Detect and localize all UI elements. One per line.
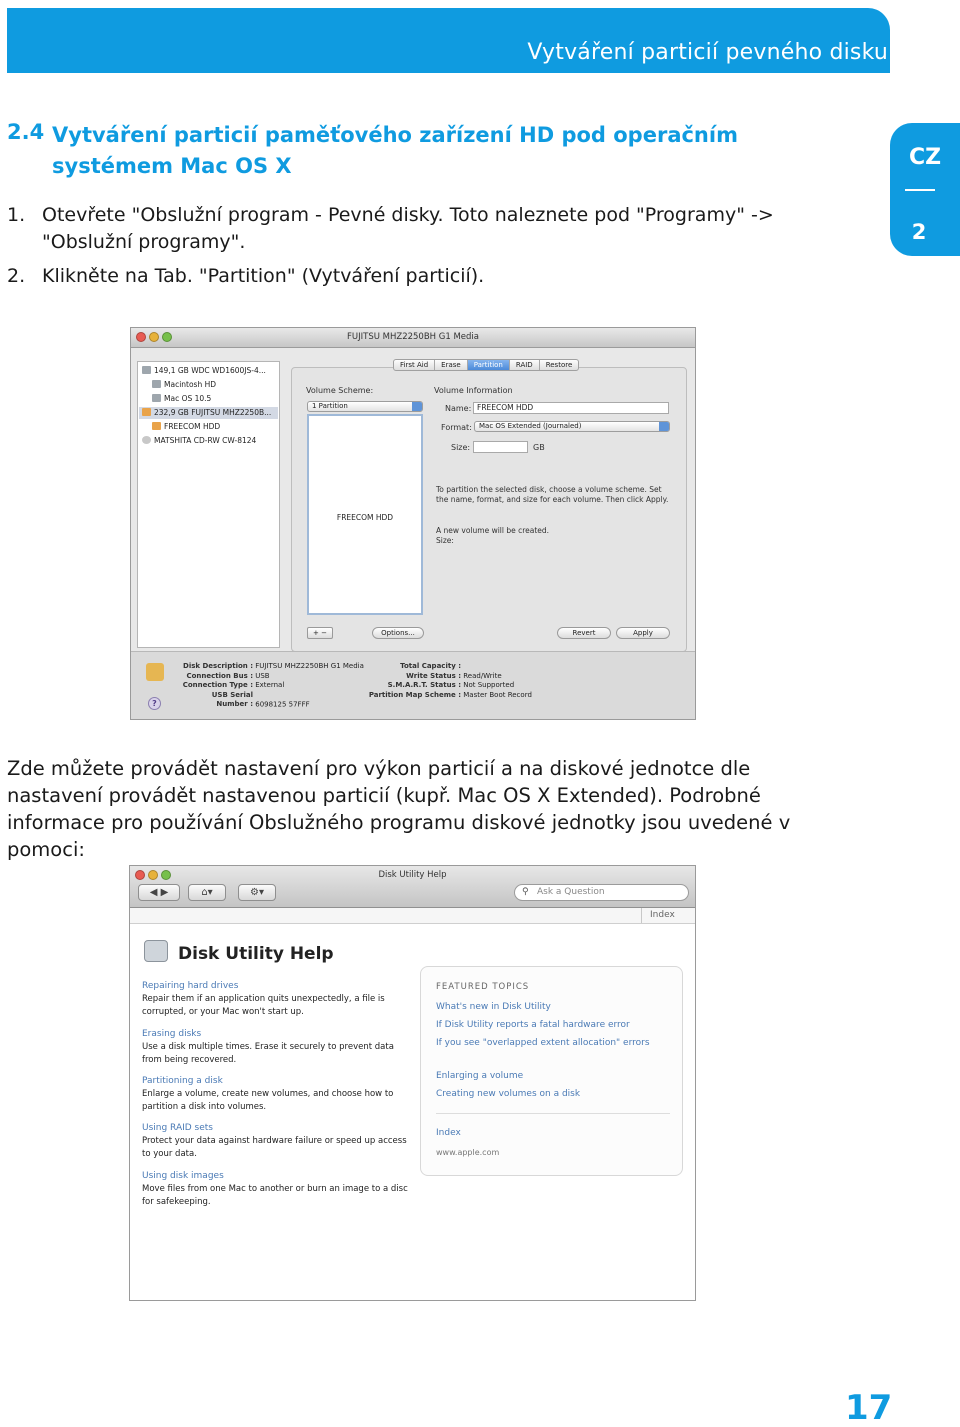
volume-scheme-popup[interactable]: 1 Partition xyxy=(307,401,423,412)
step-number: 1. xyxy=(7,204,26,226)
external-disk-icon xyxy=(142,408,151,416)
help-icon[interactable]: ? xyxy=(148,697,161,710)
window-title: FUJITSU MHZ2250BH G1 Media xyxy=(347,332,479,342)
topic-description: Move files from one Mac to another or burn an image to a disc for safekeeping. xyxy=(142,1184,408,1207)
step-2 xyxy=(7,263,837,291)
help-topic xyxy=(142,1028,414,1067)
step-text: Klikněte na Tab. "Partition" (Vytváření particií). xyxy=(42,265,485,287)
partition-label: FREECOM HDD xyxy=(336,513,394,522)
disk-list-item[interactable]: FREECOM HDD xyxy=(152,421,220,433)
featured-link[interactable]: If Disk Utility reports a fatal hardware error xyxy=(436,1020,630,1030)
volume-icon xyxy=(152,380,161,388)
back-forward-buttons[interactable]: ◀ ▶ xyxy=(138,884,180,901)
featured-link[interactable]: What's new in Disk Utility xyxy=(436,1002,551,1012)
format-popup[interactable]: Mac OS Extended (Journaled) xyxy=(474,421,670,432)
size-unit: GB xyxy=(533,443,545,452)
featured-link[interactable]: Enlarging a volume xyxy=(436,1071,524,1081)
popup-arrow-icon xyxy=(659,422,669,431)
cd-drive-icon xyxy=(142,436,151,444)
help-window-screenshot xyxy=(129,865,696,1301)
volume-scheme-label: Volume Scheme: xyxy=(306,386,374,395)
gear-icon[interactable]: ⚙▾ xyxy=(238,884,276,901)
disk-utility-help-icon xyxy=(144,940,168,962)
tab-raid[interactable]: RAID xyxy=(510,360,540,370)
info-row: S.M.A.R.T. Status : Not Supported xyxy=(387,681,515,689)
ask-question-search-input[interactable]: Ask a Question xyxy=(514,884,689,901)
tab-restore[interactable]: Restore xyxy=(545,361,573,369)
featured-topics-box xyxy=(420,966,683,1176)
running-header-title: Vytváření particií pevného disku xyxy=(527,40,888,65)
apple-url-link[interactable]: www.apple.com xyxy=(436,1148,500,1157)
chapter-number: 2 xyxy=(911,220,927,244)
window-title: Disk Utility Help xyxy=(378,870,447,880)
disk-list xyxy=(137,361,280,648)
revert-button[interactable]: Revert xyxy=(557,627,611,639)
window-titlebar xyxy=(131,328,695,348)
featured-link[interactable]: Creating new volumes on a disk xyxy=(436,1089,581,1099)
section-title-line1: Vytváření particií paměťového zařízení HD pod operačním xyxy=(52,123,738,147)
featured-link[interactable]: If you see "overlapped extent allocation" errors xyxy=(436,1038,650,1048)
help-topic xyxy=(142,980,414,1019)
partition-layout-box[interactable] xyxy=(307,414,423,615)
disk-list-item[interactable]: MATSHITA CD-RW CW-8124 xyxy=(142,435,256,447)
external-disk-icon xyxy=(146,663,164,681)
disk-list-item-selected[interactable]: 232,9 GB FUJITSU MHZ2250B... xyxy=(139,407,278,419)
disk-info-left xyxy=(179,662,364,710)
section-title-line2: systémem Mac OS X xyxy=(52,154,292,178)
help-topic xyxy=(142,1170,414,1209)
volume-icon xyxy=(152,422,161,430)
featured-index-link[interactable]: Index xyxy=(436,1128,461,1138)
topic-link-disk-images[interactable]: Using disk images xyxy=(142,1171,224,1181)
tab-erase[interactable]: Erase xyxy=(435,360,468,370)
language-code: CZ xyxy=(908,145,942,170)
disk-list-item[interactable]: Mac OS 10.5 xyxy=(152,393,211,405)
disk-list-item[interactable]: Macintosh HD xyxy=(152,379,216,391)
disk-utility-tabs xyxy=(393,359,579,371)
help-toolbar xyxy=(130,866,695,908)
help-topic xyxy=(142,1075,414,1114)
popup-arrow-icon xyxy=(412,402,422,411)
options-button[interactable]: Options... xyxy=(372,627,424,639)
topic-description: Enlarge a volume, create new volumes, and choose how to partition a disk into volumes. xyxy=(142,1089,394,1112)
step-text: Otevřete "Obslužní program - Pevné disky. Toto naleznete pod "Programy" -> "Obslužní programy". xyxy=(42,204,774,253)
disk-info-right xyxy=(367,662,532,700)
help-index-bar xyxy=(130,908,695,924)
info-row: Total Capacity : xyxy=(400,662,461,670)
info-row: Write Status : Read/Write xyxy=(406,671,502,680)
body-paragraph: Zde můžete provádět nastavení pro výkon particií a na diskové jednotce dle nastavení provádět nastavenou particií (kupř. Mac OS X Extended). Podrobné informace pro používání Obslužného programu diskové jednotky jsou uvedené v pomoci: xyxy=(7,757,791,861)
info-row: Connection Type : External xyxy=(182,681,285,689)
disk-utility-screenshot xyxy=(130,327,696,720)
info-row: Partition Map Scheme : Master Boot Record xyxy=(368,690,532,699)
add-remove-partition-buttons[interactable]: + − xyxy=(307,627,333,639)
topic-description: Repair them if an application quits unexpectedly, a file is corrupted, or your Mac won't start up. xyxy=(142,994,385,1017)
index-tab[interactable]: Index xyxy=(641,908,696,923)
info-row: Disk Description : FUJITSU MHZ2250BH G1 Media xyxy=(183,662,364,670)
volume-icon xyxy=(152,394,161,402)
search-icon: ⚲ xyxy=(522,887,529,897)
section-title xyxy=(52,120,772,182)
topic-link-raid[interactable]: Using RAID sets xyxy=(142,1123,213,1133)
featured-topics-heading: FEATURED TOPICS xyxy=(436,982,530,992)
topic-description: Protect your data against hardware failure or speed up access to your data. xyxy=(142,1136,407,1159)
tab-partition[interactable]: Partition xyxy=(468,360,510,370)
language-chapter-tab xyxy=(890,123,960,256)
volume-name-field[interactable]: FREECOM HDD xyxy=(473,402,669,414)
format-label: Format: xyxy=(441,423,472,432)
topic-link-erasing[interactable]: Erasing disks xyxy=(142,1029,202,1039)
info-row: USB Serial Number : 6098125 57FFF xyxy=(211,690,310,708)
topic-description: Use a disk multiple times. Erase it securely to prevent data from being recovered. xyxy=(142,1042,394,1065)
name-label: Name: xyxy=(445,404,472,413)
home-icon[interactable]: ⌂▾ xyxy=(188,884,226,901)
size-label: Size: xyxy=(451,443,471,452)
section-number: 2.4 xyxy=(7,120,45,144)
topic-link-repairing[interactable]: Repairing hard drives xyxy=(142,981,239,991)
step-number: 2. xyxy=(7,265,26,287)
hard-disk-icon xyxy=(142,366,151,374)
disk-info-bar xyxy=(131,651,695,719)
topic-link-partitioning[interactable]: Partitioning a disk xyxy=(142,1076,223,1086)
volume-size-field[interactable] xyxy=(473,441,528,453)
disk-list-item[interactable]: 149,1 GB WDC WD1600JS-4... xyxy=(142,365,266,377)
partition-instructions: To partition the selected disk, choose a volume scheme. Set the name, format, and size for each volume. Then click Apply. xyxy=(436,485,669,504)
tab-first-aid[interactable]: First Aid xyxy=(394,360,435,370)
apply-button[interactable]: Apply xyxy=(616,627,670,639)
step-1 xyxy=(7,202,837,258)
help-title: Disk Utility Help xyxy=(178,944,334,964)
info-row: Connection Bus : USB xyxy=(186,671,270,680)
volume-information-label: Volume Information xyxy=(434,386,513,395)
page-number: 17 xyxy=(845,1388,893,1427)
featured-divider xyxy=(436,1113,670,1114)
new-volume-note: A new volume will be created. Size: xyxy=(436,526,550,545)
tab-divider xyxy=(905,189,935,191)
help-topic xyxy=(142,1122,414,1161)
